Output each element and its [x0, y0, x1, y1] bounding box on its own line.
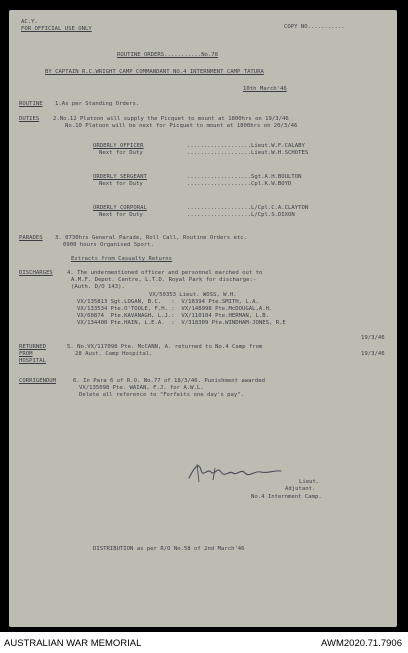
signatory-unit: No.4 Internment Camp.	[251, 494, 322, 500]
orderly-sergeant-value: ...................Sgt.A.H.BOULTON	[187, 174, 302, 180]
discharges-line-3: (Auth. D/O 143).	[71, 284, 125, 290]
header-classification: AC.Y.	[21, 19, 38, 25]
discharge-row: VX/50353 Lieut. WOSS, W.H.	[149, 292, 237, 298]
orderly-corporal-next-value: ...................L/Cpl.S.DIXON	[187, 212, 295, 218]
orderly-officer-value: ...................Lieut.W.F.CALABY	[187, 143, 305, 149]
orderly-corporal-label: ORDERLY CORPORAL	[93, 205, 147, 211]
signatory-role: Adjutant.	[285, 486, 316, 492]
returned-date-1: 19/3/46	[361, 335, 385, 341]
discharge-row: VX/134400 Pte.HAIN, L.E.A. : V/318309 Pte.WINDHAM-JONES, R.E	[77, 320, 286, 326]
discharge-row: VX/133534 Pte.O'TOOLE, F.H. : VX/148998 Pte.McDOUGAL,A.H.	[77, 306, 273, 312]
orderly-officer-label: ORDERLY OFFICER	[93, 143, 144, 149]
routine-text: 1.As per Standing Orders.	[55, 101, 140, 107]
orderly-officer-next-label: Next for Duty	[99, 150, 143, 156]
header-official-use: FOR OFFICIAL USE ONLY	[21, 26, 92, 32]
discharges-label: DISCHARGES	[19, 270, 53, 276]
discharges-line-2: A.M.F. Depot. Centre, L.T.D. Royal Park for discharge:-	[71, 277, 257, 283]
parades-line-2: 0900 hours Organised Sport.	[63, 242, 154, 248]
parades-line-1: 3. 0730hrs General Parade, Roll Call, Routine Orders etc.	[55, 235, 247, 241]
returned-date-2: 19/3/46	[361, 351, 385, 357]
duties-line-2: No.10 Platoon will be next for Picquet to mount at 1800hrs on 20/3/46	[65, 123, 298, 129]
duties-label: DUTIES	[19, 116, 40, 122]
discharges-line-1: 4. The undermentioned officer and personnel marched out to	[67, 270, 263, 276]
duties-line-1: 2.No.12 Platoon will supply the Picquet to mount at 1800hrs on 19/3/46	[53, 116, 289, 122]
returned-label: RETURNED	[19, 344, 46, 350]
extracts-heading: Extracts from Casualty Returns	[71, 256, 173, 262]
corrigendum-line-2: VX/135098 Pte. WAIAN, F.J. for A.W.L.	[79, 385, 204, 391]
archive-footer	[0, 632, 408, 653]
returned-label: HOSPITAL	[19, 358, 46, 364]
document-page	[9, 10, 397, 627]
orderly-corporal-value: ...................L/Cpl.C.A.CLAYTON	[187, 205, 309, 211]
orderly-sergeant-label: ORDERLY SERGEANT	[93, 174, 147, 180]
routine-label: ROUTINE	[19, 101, 43, 107]
parades-label: PARADES	[19, 235, 43, 241]
orderly-corporal-next-label: Next for Duty	[99, 212, 143, 218]
corrigendum-line-3: Delete all reference to "Forfeits one day's pay".	[79, 392, 245, 398]
handwritten-signature	[185, 456, 285, 486]
archive-name: AUSTRALIAN WAR MEMORIAL	[4, 638, 142, 649]
header-copy-no: COPY NO...........	[284, 24, 345, 30]
orderly-sergeant-next-label: Next for Duty	[99, 181, 143, 187]
archive-reference: AWM2020.71.7906	[321, 638, 402, 649]
returned-line-2: 28 Aust. Camp Hospital.	[75, 351, 153, 357]
distribution-line: DISTRIBUTION as per R/O No.58 of 2nd March'46	[93, 546, 245, 552]
signatory-rank: Lieut.	[299, 479, 320, 485]
returned-line-1: 5. No.VX/117098 Pte. McCANN, A. returned to No.4 Camp from	[67, 344, 263, 350]
document-date: 10th March'46	[243, 86, 287, 92]
corrigendum-label: CORRIGENDUM	[19, 378, 57, 384]
discharge-row: VX/60874 Pte.KAVANAGH, L.J.: VX/110104 Pte.HERMAN, L.B.	[77, 313, 269, 319]
orderly-officer-next-value: ...................Lieut.W.H.SCHOTES	[187, 150, 309, 156]
document-title: ROUTINE ORDERS...........No.78	[117, 52, 219, 58]
orderly-sergeant-next-value: ...................Cpl.K.W.BOYD	[187, 181, 292, 187]
document-subtitle: BY CAPTAIN R.C.WRIGHT CAMP COMMANDANT NO.4 INTERNMENT CAMP TATURA	[45, 69, 264, 75]
corrigendum-line-1: 6. In Para 6 of R.O. No.77 of 18/3/46. Punishment awarded	[73, 378, 265, 384]
discharge-row: VX/135813 Sgt.LOGAN, B.C. : V/18394 Pte.SMITH, L.A.	[77, 299, 259, 305]
returned-label: FROM	[19, 351, 33, 357]
